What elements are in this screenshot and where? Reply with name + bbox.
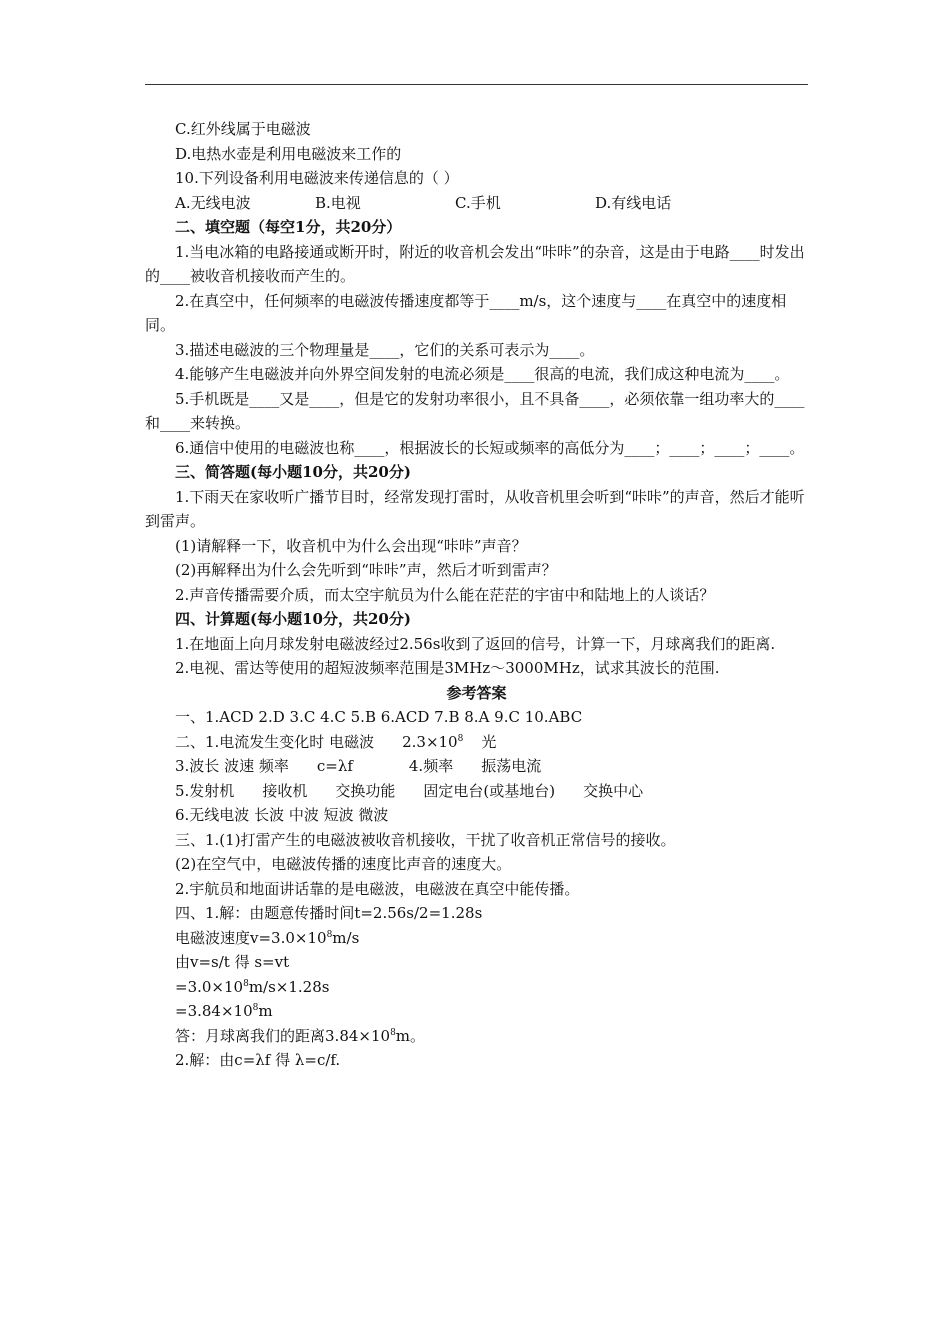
answer-section3-line3: 2.宇航员和地面讲话靠的是电磁波，电磁波在真空中能传播。: [175, 879, 580, 898]
answer-section4-line7: 2.解：由c=λf 得 λ=c/f.: [175, 1051, 341, 1069]
section4-title: 四、计算题(每小题10分，共20分): [175, 610, 411, 628]
answer-section2-line1: 二、1.电流发生变化时 电磁波 $2.3\times 10^8$ 光: [175, 732, 497, 751]
short-q1-part1: (1)请解释一下，收音机中为什么会出现“咔咔”声音？: [175, 536, 527, 555]
fill-q2: 2.在真空中，任何频率的电磁波传播速度都等于____m/s，这个速度与____在真空中的速度相同。: [145, 291, 787, 334]
answer-section4-line4: $=3.0\times 10^8m/s\times 1.28s$: [175, 977, 330, 996]
answer-section4-line2: 电磁波速度$v=3.0\times 10^8m/s$: [175, 928, 360, 947]
answer-section4-line5: $=3.84\times 10^8m$: [175, 1002, 273, 1020]
fill-q6: 6.通信中使用的电磁波也称____，根据波长的长短或频率的高低分为____；____；____；____。: [175, 438, 805, 457]
answer-section4-line3: 由v=s/t 得 s=vt: [175, 953, 290, 971]
calc-q2: 2.电视、雷达等使用的超短波频率范围是3MHz～3000MHz，试求其波长的范围.: [175, 659, 720, 677]
answer-section3-line1: 三、1.(1)打雷产生的电磁波被收音机接收，干扰了收音机正常信号的接收。: [175, 830, 676, 849]
answer-section1: 一、1.ACD 2.D 3.C 4.C 5.B 6.ACD 7.B 8.A 9.C 10.ABC: [175, 708, 583, 726]
section3-title: 三、简答题(每小题10分，共20分): [175, 463, 411, 481]
header-rule: [145, 84, 808, 85]
answer-section2-line4: 6.无线电波 长波 中波 短波 微波: [175, 806, 389, 824]
fill-q1: 1.当电冰箱的电路接通或断开时，附近的收音机会发出“咔咔”的杂音，这是由于电路____时发出的____被收音机接收而产生的。: [145, 242, 805, 285]
fill-q3: 3.描述电磁波的三个物理量是____，它们的关系可表示为____。: [175, 340, 595, 359]
answer-section2-line2: 3.波长 波速 频率 c=λf 4.频率 振荡电流: [175, 757, 542, 775]
q10-options: [145, 191, 808, 216]
answer-section3-line2: (2)在空气中，电磁波传播的速度比声音的速度大。: [175, 855, 512, 873]
calc-q1: 1.在地面上向月球发射电磁波经过2.56s收到了返回的信号，计算一下，月球离我们的距离.: [175, 634, 776, 653]
q10-stem: 10.下列设备利用电磁波来传递信息的（ ）: [175, 169, 459, 187]
short-q2: 2.声音传播需要介质，而太空宇航员为什么能在茫茫的宇宙中和陆地上的人谈话？: [175, 585, 715, 604]
answer-section4-line1: 四、1.解：由题意传播时间t=2.56s/2=1.28s: [175, 904, 483, 922]
short-q1-part2: (2)再解释出为什么会先听到“咔咔”声，然后才听到雷声？: [175, 561, 557, 579]
document-body: [145, 117, 808, 1073]
section2-title: 二、填空题（每空1分，共20分）: [175, 218, 402, 236]
short-q1: 1.下雨天在家收听广播节目时，经常发现打雷时，从收音机里会听到“咔咔”的声音，然后才能听到雷声。: [145, 487, 805, 530]
q10-option-a: A.无线电波: [175, 193, 251, 212]
q10-option-c: C.手机: [455, 193, 501, 212]
q9-option-c: C.红外线属于电磁波: [175, 120, 311, 138]
fill-q5: 5.手机既是____又是____，但是它的发射功率很小，且不具备____，必须依靠一组功率大的____和____来转换。: [145, 389, 805, 432]
answer-section2-line3: 5.发射机 接收机 交换功能 固定电台(或基地台) 交换中心: [175, 781, 644, 800]
q9-option-d: D.电热水壶是利用电磁波来工作的: [175, 144, 402, 163]
answers-title: 参考答案: [446, 683, 507, 702]
q10-option-b: B.电视: [315, 193, 361, 212]
q10-option-d: D.有线电话: [595, 193, 672, 212]
answer-section4-line6: 答：月球离我们的距离$3.84\times 10^8m$。: [175, 1026, 426, 1045]
fill-q4: 4.能够产生电磁波并向外界空间发射的电流必须是____很高的电流，我们成这种电流为____。: [175, 365, 790, 383]
